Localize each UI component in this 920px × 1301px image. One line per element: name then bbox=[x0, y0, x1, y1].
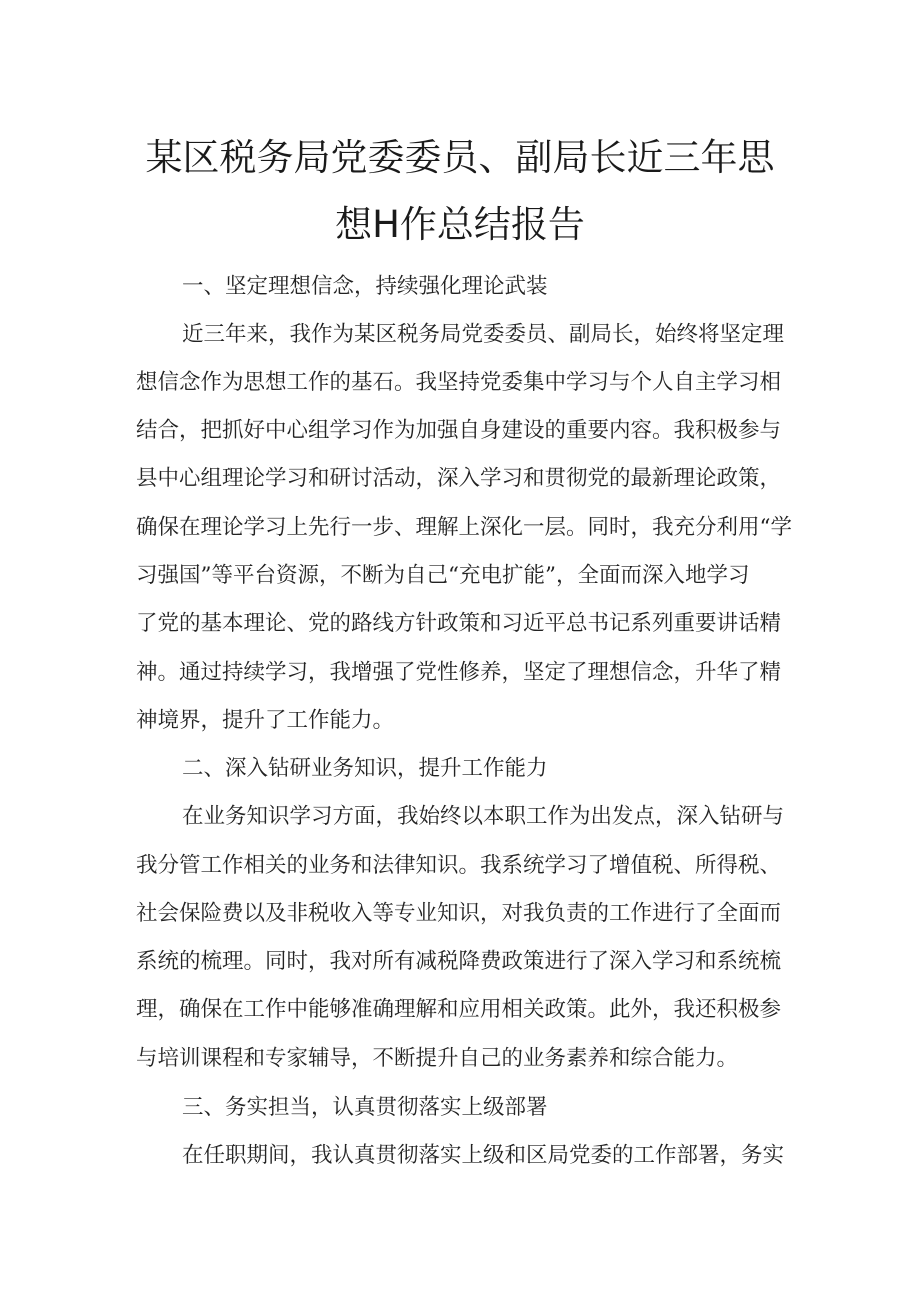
paragraph-line: 社会保险费以及非税收入等专业知识，对我负责的工作进行了全面而 bbox=[136, 901, 782, 926]
paragraph-line: 系统的梳理。同时，我对所有减税降费政策进行了深入学习和系统梳 bbox=[136, 949, 782, 974]
paragraph-line: 神。通过持续学习，我增强了党性修养，坚定了理想信念，升华了精 bbox=[136, 660, 782, 685]
document-title-line-1: 某区税务局党委委员、副局长近三年思 bbox=[145, 136, 775, 179]
paragraph-line: 县中心组理论学习和研讨活动，深入学习和贯彻党的最新理论政策， bbox=[136, 466, 782, 491]
paragraph-line: 在业务知识学习方面，我始终以本职工作为出发点，深入钻研与 bbox=[182, 804, 785, 829]
paragraph-line: 在任职期间，我认真贯彻落实上级和区局党委的工作部署，务实 bbox=[182, 1143, 785, 1168]
paragraph-line: 我分管工作相关的业务和法律知识。我系统学习了增值税、所得税、 bbox=[136, 853, 782, 878]
section-heading-3: 三、务实担当，认真贯彻落实上级部署 bbox=[182, 1095, 548, 1120]
section-heading-2: 二、深入钻研业务知识，提升工作能力 bbox=[182, 756, 548, 781]
paragraph-line: 近三年来，我作为某区税务局党委委员、副局长，始终将坚定理 bbox=[182, 322, 785, 347]
document-title-line-2: 想H作总结报告 bbox=[335, 203, 585, 246]
paragraph-line: 确保在理论学习上先行一步、理解上深化一层。同时，我充分利用“学 bbox=[136, 515, 792, 540]
paragraph-line: 与培训课程和专家辅导，不断提升自己的业务素养和综合能力。 bbox=[136, 1046, 739, 1071]
paragraph-line: 理，确保在工作中能够准确理解和应用相关政策。此外，我还积极参 bbox=[136, 997, 782, 1022]
paragraph-line: 习强国”等平台资源，不断为自己“充电扩能”，全面而深入地学习 bbox=[136, 563, 750, 588]
paragraph-line: 想信念作为思想工作的基石。我坚持党委集中学习与个人自主学习相 bbox=[136, 370, 782, 395]
paragraph-line: 神境界，提升了工作能力。 bbox=[136, 708, 395, 733]
section-heading-1: 一、坚定理想信念，持续强化理论武装 bbox=[182, 274, 548, 299]
paragraph-line: 结合，把抓好中心组学习作为加强自身建设的重要内容。我积极参与 bbox=[136, 418, 782, 443]
paragraph-line: 了党的基本理论、党的路线方针政策和习近平总书记系列重要讲话精 bbox=[136, 611, 782, 636]
